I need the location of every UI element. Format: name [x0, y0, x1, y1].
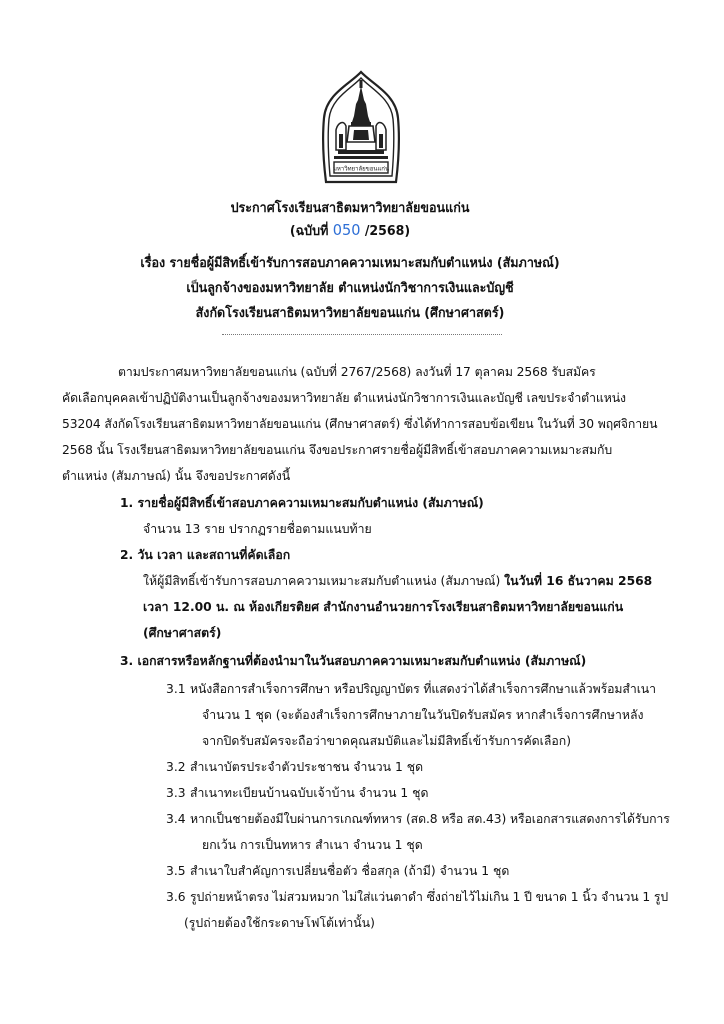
subject-line-3: สังกัดโรงเรียนสาธิตมหาวิทยาลัยขอนแก่น (ศึกษาศาสตร์)	[195, 306, 505, 321]
list-item-text: (รูปถ่ายต้องใช้กระดาษโฟโต้เท่านั้น)	[184, 916, 375, 930]
intro-line-2: คัดเลือกบุคคลเข้าปฏิบัติงานเป็นลูกจ้างของมหาวิทยาลัย ตำแหน่งนักวิชาการเงินและบัญชี เลขประจำตำแหน่ง	[62, 391, 626, 405]
section-2-body-line-1	[143, 572, 652, 590]
announcement-title: ประกาศโรงเรียนสาธิตมหาวิทยาลัยขอนแก่น	[230, 201, 470, 216]
section-1-heading: 1. รายชื่อผู้มีสิทธิ์เข้าสอบภาคความเหมาะสมกับตำแหน่ง (สัมภาษณ์)	[120, 496, 484, 510]
list-item-number: 3.6	[166, 890, 186, 904]
list-item-number: 3.2	[166, 760, 186, 774]
section-1-body: จำนวน 13 ราย ปรากฏรายชื่อตามแนบท้าย	[143, 522, 372, 536]
intro-line-5: ตำแหน่ง (สัมภาษณ์) นั้น จึงขอประกาศดังนี้	[62, 469, 291, 483]
list-item-text: รูปถ่ายหน้าตรง ไม่สวมหมวก ไม่ใส่แว่นตาดำ ซึ่งถ่ายไว้ไม่เกิน 1 ปี ขนาด 1 นิ้ว จำนวน 1 รูป	[190, 890, 669, 904]
issue-number: 050	[332, 221, 361, 239]
list-item-text: จำนวน 1 ชุด (จะต้องสำเร็จการศึกษาภายในวันปิดรับสมัคร หากสำเร็จการศึกษาหลัง	[202, 708, 644, 722]
section-2-heading: 2. วัน เวลา และสถานที่คัดเลือก	[120, 548, 291, 562]
intro-line-1: ตามประกาศมหาวิทยาลัยขอนแก่น (ฉบับที่ 2767/2568) ลงวันที่ 17 ตุลาคม 2568 รับสมัคร	[118, 365, 596, 379]
section-3-heading: 3. เอกสารหรือหลักฐานที่ต้องนำมาในวันสอบภาคความเหมาะสมกับตำแหน่ง (สัมภาษณ์)	[120, 654, 587, 668]
list-item-text: สำเนาทะเบียนบ้านฉบับเจ้าบ้าน จำนวน 1 ชุด	[190, 786, 429, 800]
section-2-body-line-3: (ศึกษาศาสตร์)	[143, 626, 222, 640]
list-item-text: สำเนาบัตรประจำตัวประชาชน จำนวน 1 ชุด	[190, 760, 424, 774]
list-item-text: จากปิดรับสมัครจะถือว่าขาดคุณสมบัติและไม่มีสิทธิ์เข้ารับการคัดเลือก)	[202, 734, 572, 748]
issue-line	[0, 221, 700, 241]
list-item-number: 3.5	[166, 864, 186, 878]
dotted-separator	[222, 334, 502, 335]
section-2-body-normal: ให้ผู้มีสิทธิ์เข้ารับการสอบภาคความเหมาะสมกับตำแหน่ง (สัมภาษณ์)	[143, 574, 505, 588]
issue-prefix: (ฉบับที่	[289, 224, 329, 239]
section-2-body-line-2: เวลา 12.00 น. ณ ห้องเกียรติยศ สำนักงานอำนวยการโรงเรียนสาธิตมหาวิทยาลัยขอนแก่น	[143, 600, 624, 614]
university-seal-icon	[318, 70, 404, 190]
section-2-date: ในวันที่ 16 ธันวาคม 2568	[504, 574, 653, 588]
list-item-text: สำเนาใบสำคัญการเปลี่ยนชื่อตัว ชื่อสกุล (ถ้ามี) จำนวน 1 ชุด	[190, 864, 510, 878]
subject-line-1: เรื่อง รายชื่อผู้มีสิทธิ์เข้ารับการสอบภาคความเหมาะสมกับตำแหน่ง (สัมภาษณ์)	[140, 256, 560, 271]
intro-line-3: 53204 สังกัดโรงเรียนสาธิตมหาวิทยาลัยขอนแก่น (ศึกษาศาสตร์) ซึ่งได้ทำการสอบข้อเขียน ในวันที่ 30 พฤศจิกายน	[62, 417, 658, 431]
list-item-text: หากเป็นชายต้องมีใบผ่านการเกณฑ์ทหาร (สด.8 หรือ สด.43) หรือเอกสารแสดงการได้รับการ	[190, 812, 670, 826]
list-item-number: 3.3	[166, 786, 186, 800]
list-item-number: 3.4	[166, 812, 186, 826]
subject-line-2: เป็นลูกจ้างของมหาวิทยาลัย ตำแหน่งนักวิชาการเงินและบัญชี	[186, 281, 514, 296]
list-item-text: ยกเว้น การเป็นทหาร สำเนา จำนวน 1 ชุด	[202, 838, 423, 852]
seal-banner-text: มหาวิทยาลัยขอนแก่น	[332, 165, 390, 173]
list-item-number: 3.1	[166, 682, 186, 696]
list-item-text: หนังสือการสำเร็จการศึกษา หรือปริญญาบัตร ที่แสดงว่าได้สำเร็จการศึกษาแล้วพร้อมสำเนา	[190, 682, 656, 696]
intro-line-4: 2568 นั้น โรงเรียนสาธิตมหาวิทยาลัยขอนแก่น จึงขอประกาศรายชื่อผู้มีสิทธิ์เข้าสอบภาคความเหมาะสมกับ	[62, 443, 613, 457]
issue-suffix: /2568)	[364, 224, 411, 239]
